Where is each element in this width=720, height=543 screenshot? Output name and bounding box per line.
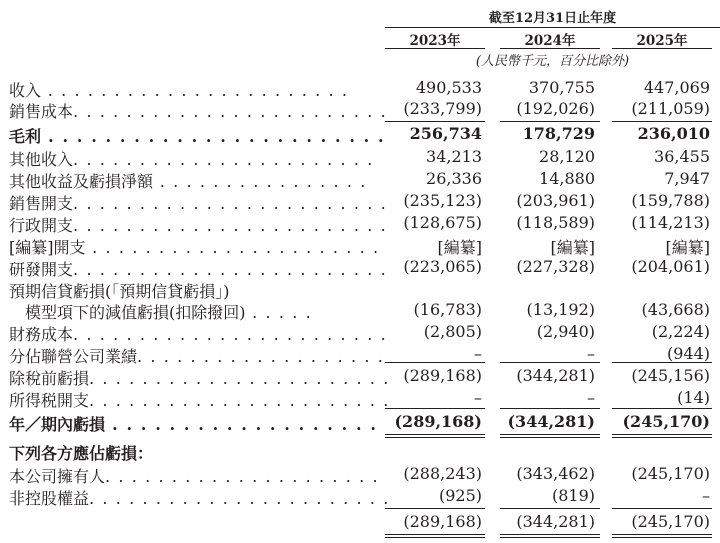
row-label	[9, 257, 387, 280]
row-label-text: 財務成本	[9, 325, 74, 344]
row-label	[9, 235, 380, 258]
row-label	[9, 300, 312, 323]
value-cell-2024: (344,281)	[507, 412, 595, 431]
row-label	[9, 99, 387, 122]
leader-dots: . . . . . . . . . . . . . . . . . . . . . . .	[89, 391, 390, 410]
row-label-text: 所得税開支	[9, 391, 90, 410]
value-cell-2023: –	[474, 388, 482, 407]
row-label-text: 本公司擁有人	[9, 467, 106, 486]
total-double-rule-2024	[500, 437, 600, 438]
value-cell-2024: 178,729	[522, 124, 595, 143]
value-cell-2023: (223,065)	[403, 257, 482, 276]
row-label-text: 分佔聯營公司業績	[9, 347, 138, 366]
leader-dots: . . . . . . . . . . . . . . . . . . . . . . . .	[73, 102, 388, 121]
row-label-text: 收入	[9, 81, 42, 100]
table-row	[0, 257, 720, 279]
subtotal-rule-2023	[385, 362, 485, 363]
value-cell-2025: (944)	[666, 344, 710, 363]
row-label	[9, 464, 379, 487]
value-cell-2024: (2,940)	[536, 322, 595, 341]
row-label-text: 銷售開支	[9, 194, 74, 213]
table-row	[0, 441, 720, 463]
row-label-text: 模型項下的減值虧損(扣除撥回)	[9, 303, 246, 322]
total-rule-2025	[612, 408, 712, 409]
value-cell-2025: (245,170)	[631, 512, 710, 531]
value-cell-2025: (211,059)	[631, 99, 710, 118]
value-cell-2023: (16,783)	[413, 300, 482, 319]
row-label	[9, 366, 390, 389]
row-label	[9, 213, 387, 236]
value-cell-2024: (203,961)	[516, 191, 595, 210]
table-row	[0, 388, 720, 410]
value-cell-2023: (233,799)	[403, 99, 482, 118]
table-row	[0, 322, 720, 344]
attrib-double-rule-2024	[500, 534, 600, 535]
year-header-2023: 2023年	[409, 33, 461, 49]
row-label	[9, 344, 384, 367]
subtotal-rule-2024	[500, 121, 600, 122]
period-header: 截至12月31日止年度	[488, 11, 617, 26]
attrib-double-rule-2024	[500, 537, 600, 538]
value-cell-2024: (13,192)	[526, 300, 595, 319]
value-cell-2024: –	[587, 388, 595, 407]
row-label	[9, 124, 385, 147]
attrib-rule-2024	[500, 508, 600, 509]
value-cell-2025: (2,224)	[651, 322, 710, 341]
leader-dots: . . . . . . . . . . . . . . . . . . . . . .	[85, 238, 380, 257]
value-cell-2024: (344,281)	[516, 512, 595, 531]
value-cell-2025: (114,213)	[631, 213, 710, 232]
value-cell-2024: (227,328)	[516, 257, 595, 276]
year-header-2024: 2024年	[524, 33, 576, 49]
value-cell-2025: (245,156)	[631, 366, 710, 385]
total-rule-2024	[500, 408, 600, 409]
row-label	[9, 412, 378, 435]
value-cell-2025: 236,010	[637, 124, 710, 143]
value-cell-2024: (192,026)	[516, 99, 595, 118]
value-cell-2023: (288,243)	[403, 464, 482, 483]
table-row	[0, 191, 720, 213]
row-label-text: 年／期內虧損	[9, 415, 106, 434]
year-underline-2023	[385, 48, 485, 49]
total-double-rule-2023	[385, 434, 485, 435]
row-label-text: 其他收益及虧損淨額	[9, 172, 154, 191]
value-cell-2023: 26,336	[426, 169, 482, 188]
value-cell-2025: 36,455	[654, 147, 710, 166]
value-cell-2025: 7,947	[664, 169, 710, 188]
leader-dots: . . . . . . . . . . . . . . . . . . . . . . .	[41, 81, 349, 100]
table-row	[0, 78, 720, 100]
total-double-rule-2025	[612, 437, 712, 438]
table-row	[0, 235, 720, 257]
row-label	[9, 191, 387, 214]
row-label-text: 研發開支	[9, 260, 74, 279]
table-row	[0, 464, 720, 486]
attrib-double-rule-2023	[385, 534, 485, 535]
row-label	[9, 441, 153, 464]
year-underline-2024	[500, 48, 600, 49]
value-cell-2023: (925)	[438, 486, 482, 505]
subtotal-rule-2025	[612, 362, 712, 363]
value-cell-2025: (245,170)	[631, 464, 710, 483]
value-cell-2025: (204,061)	[631, 257, 710, 276]
leader-dots: . . . . . . . . . . . . . . . . . . . . .	[105, 467, 380, 486]
value-cell-2023: –	[474, 344, 482, 363]
value-cell-2024: (344,281)	[516, 366, 595, 385]
header-rule	[385, 27, 720, 28]
table-row	[0, 213, 720, 235]
total-double-rule-2024	[500, 434, 600, 435]
subtotal-rule-2025	[612, 121, 712, 122]
row-label-text: 其他收入	[9, 150, 74, 169]
row-label	[9, 279, 230, 302]
value-cell-2023: (289,168)	[394, 412, 482, 431]
value-cell-2023: (289,168)	[403, 512, 482, 531]
leader-dots: . . . . . . . . . . . . . . . . . . . . . . . .	[41, 127, 386, 146]
value-cell-2025: (159,788)	[631, 191, 710, 210]
table-row	[0, 300, 720, 322]
value-cell-2024: (118,589)	[516, 213, 595, 232]
leader-dots: . . . . . . . . . . . . . . . . . . . . . . . .	[73, 325, 388, 344]
leader-dots: . . . . . . . . . . . . . . . . . . .	[137, 347, 385, 366]
row-label-text: 非控股權益	[9, 489, 90, 508]
total-double-rule-2025	[612, 434, 712, 435]
value-cell-2024: 14,880	[539, 169, 595, 188]
value-cell-2025: [編纂]	[665, 238, 710, 257]
row-label	[9, 147, 374, 170]
row-label-text: 下列各方應佔虧損：	[9, 444, 154, 463]
leader-dots: . . . . . . . . . . . . . . . . . . . . . . .	[73, 150, 374, 169]
value-cell-2024: –	[587, 344, 595, 363]
table-row	[0, 279, 720, 301]
value-cell-2024: [編纂]	[550, 238, 595, 257]
leader-dots: . . . . . . . . . . . . . . . . . . . . . . .	[89, 369, 390, 388]
subtotal-rule-2024	[500, 362, 600, 363]
table-row	[0, 147, 720, 169]
value-cell-2024: (819)	[551, 486, 595, 505]
total-rule-2023	[385, 408, 485, 409]
total-double-rule-2023	[385, 437, 485, 438]
row-label-text: 毛利	[9, 127, 42, 146]
value-cell-2025: (245,170)	[622, 412, 710, 431]
unit-note: (人民幣千元，百分比除外)	[475, 54, 630, 69]
row-label-text: 行政開支	[9, 216, 74, 235]
attrib-rule-2023	[385, 508, 485, 509]
leader-dots: . . . . . . . . . . . . . . . . . . . . . . .	[89, 489, 390, 508]
year-underline-2025	[612, 48, 712, 49]
value-cell-2025: (43,668)	[641, 300, 710, 319]
row-label	[9, 388, 390, 411]
value-cell-2023: 34,213	[426, 147, 482, 166]
leader-dots: . . . . . . . . . . . . . . . . . . . . . . . .	[73, 194, 388, 213]
attrib-rule-2025	[612, 508, 712, 509]
row-label-text: 除稅前虧損	[9, 369, 90, 388]
value-cell-2023: (289,168)	[403, 366, 482, 385]
attrib-double-rule-2023	[385, 537, 485, 538]
value-cell-2023: 490,533	[415, 78, 482, 97]
value-cell-2025: –	[702, 486, 710, 505]
subtotal-rule-2023	[385, 121, 485, 122]
row-label	[9, 322, 387, 345]
row-label	[9, 78, 349, 101]
attrib-double-rule-2025	[612, 537, 712, 538]
table-row	[0, 99, 720, 121]
leader-dots: . . . . . . . . . . . . . . . . . . .	[105, 415, 378, 434]
row-label-text: [編纂]開支	[9, 238, 86, 257]
value-cell-2023: (2,805)	[423, 322, 482, 341]
leader-dots: . . . . . . . . . . . . . . . .	[153, 172, 367, 191]
value-cell-2023: [編纂]	[437, 238, 482, 257]
row-label	[9, 169, 367, 192]
row-label-text: 銷售成本	[9, 102, 74, 121]
value-cell-2025: 447,069	[643, 78, 710, 97]
attrib-double-rule-2025	[612, 534, 712, 535]
table-row	[0, 169, 720, 191]
table-row	[0, 486, 720, 508]
value-cell-2023: 256,734	[409, 124, 482, 143]
table-row	[0, 412, 720, 434]
value-cell-2024: 370,755	[528, 78, 595, 97]
value-cell-2025: (14)	[677, 388, 710, 407]
table-row	[0, 124, 720, 146]
value-cell-2023: (235,123)	[403, 191, 482, 210]
row-label	[9, 486, 390, 509]
value-cell-2023: (128,675)	[403, 213, 482, 232]
value-cell-2024: 28,120	[539, 147, 595, 166]
value-cell-2024: (343,462)	[516, 464, 595, 483]
leader-dots: . . . . . . . . . . . . . . . . . . . . . . . .	[73, 260, 388, 279]
row-label-text: 預期信貸虧損(「預期信貸虧損」)	[9, 282, 230, 301]
year-header-2025: 2025年	[636, 33, 688, 49]
table-row	[0, 512, 720, 534]
leader-dots: . . . . . . . . . . . . . . . . . . . . . . . .	[73, 216, 388, 235]
table-row	[0, 366, 720, 388]
leader-dots: . . . . .	[245, 303, 313, 322]
